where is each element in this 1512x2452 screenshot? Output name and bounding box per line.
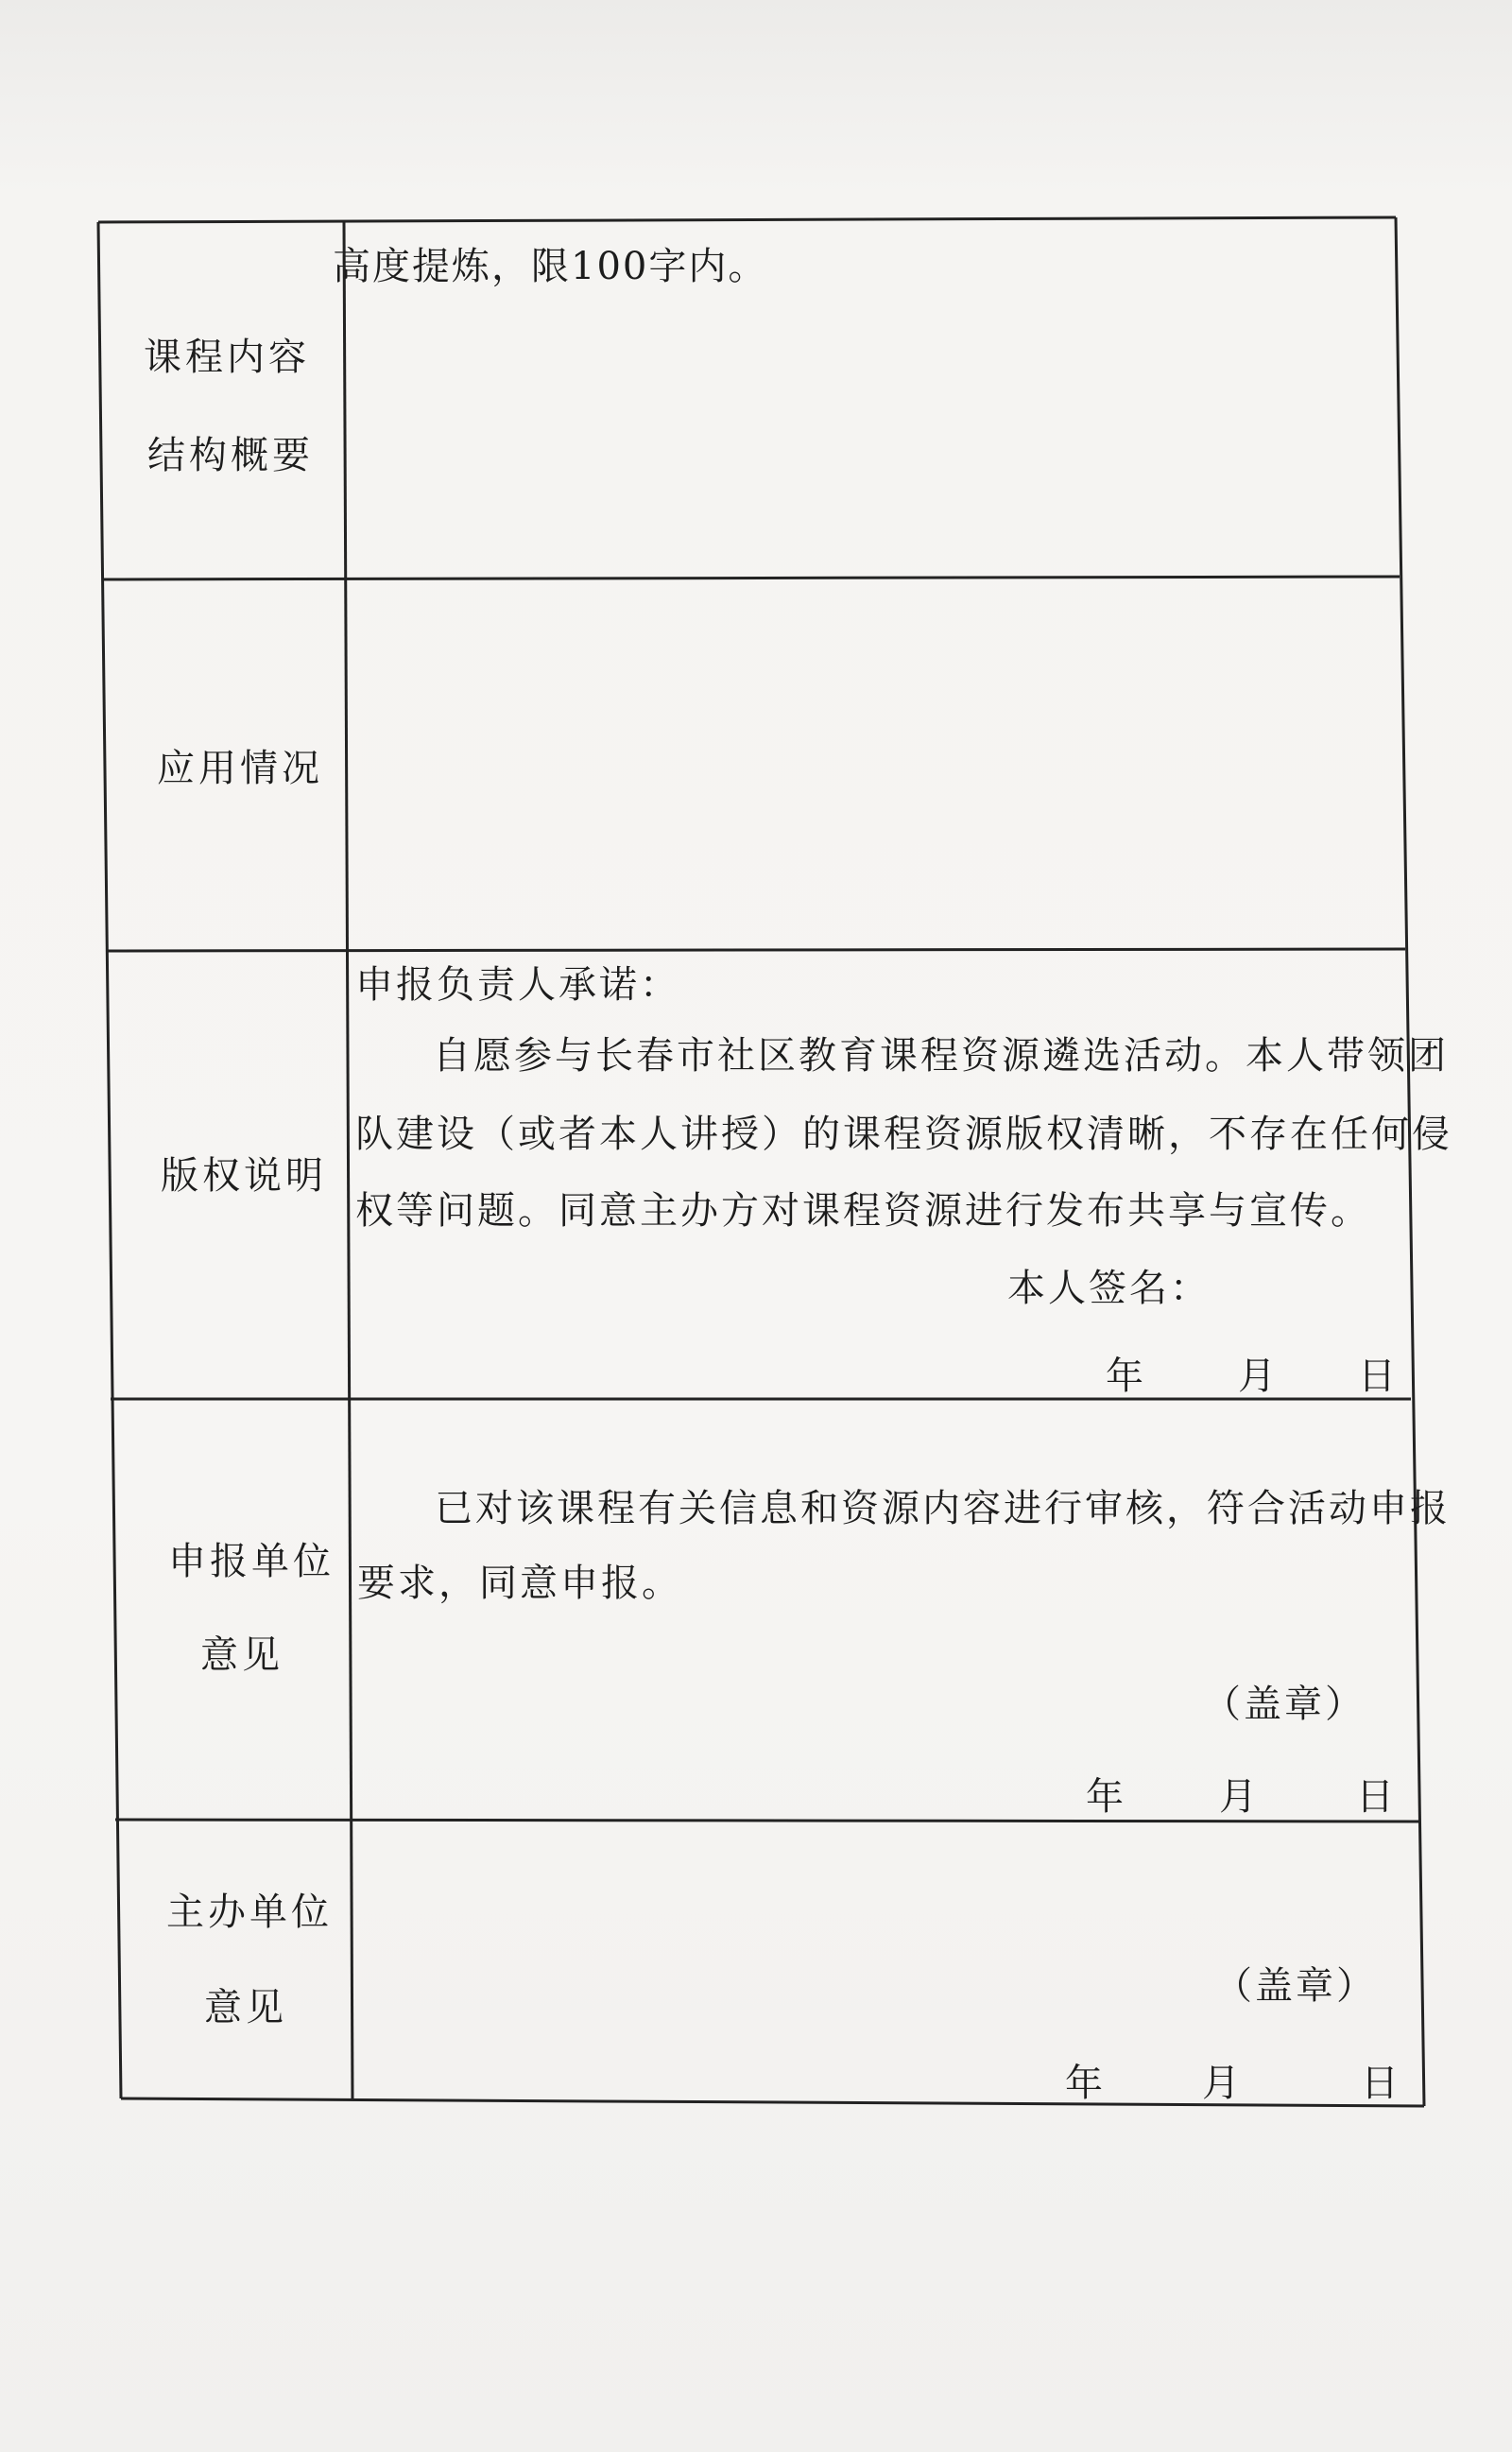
unit-opinion-text-line2: 要求，同意申报。 <box>357 1562 682 1605</box>
copyright-pledge-line2: 队建设（或者本人讲授）的课程资源版权清晰，不存在任何侵 <box>355 1113 1452 1156</box>
copyright-label: 版权说明 <box>161 1154 327 1198</box>
summary-label-line1: 课程内容 <box>144 336 310 379</box>
copyright-heading: 申报负责人承诺： <box>355 963 680 1007</box>
unit-opinion-text-line1: 已对该课程有关信息和资源内容进行审核，符合活动申报 <box>435 1487 1451 1530</box>
unit-opinion-date-day: 日 <box>1356 1775 1394 1819</box>
host-opinion-date-month: 月 <box>1202 2062 1240 2105</box>
copyright-date-month: 月 <box>1238 1355 1276 1398</box>
host-opinion-label-line2: 意见 <box>204 1986 287 2029</box>
host-opinion-date-day: 日 <box>1361 2062 1399 2105</box>
unit-opinion-date-month: 月 <box>1219 1775 1257 1819</box>
unit-opinion-label-line1: 申报单位 <box>168 1540 335 1583</box>
summary-hint-text: 高度提炼，限100字内。 <box>333 245 768 288</box>
copyright-pledge-line3: 权等问题。同意主办方对课程资源进行发布共享与宣传。 <box>355 1189 1371 1233</box>
copyright-signature-label: 本人签名： <box>1007 1267 1211 1310</box>
application-label: 应用情况 <box>157 747 323 790</box>
host-opinion-seal-label: （盖章） <box>1214 1964 1377 2008</box>
unit-opinion-seal-label: （盖章） <box>1203 1683 1366 1726</box>
host-opinion-date-year: 年 <box>1065 2062 1103 2105</box>
summary-label-line2: 结构概要 <box>147 434 314 477</box>
copyright-date-day: 日 <box>1358 1355 1396 1398</box>
copyright-date-year: 年 <box>1106 1355 1143 1398</box>
unit-opinion-date-year: 年 <box>1086 1775 1124 1819</box>
unit-opinion-label-line2: 意见 <box>200 1633 284 1677</box>
copyright-pledge-line1: 自愿参与长春市社区教育课程资源遴选活动。本人带领团 <box>433 1034 1449 1078</box>
host-opinion-label-line1: 主办单位 <box>166 1891 333 1934</box>
